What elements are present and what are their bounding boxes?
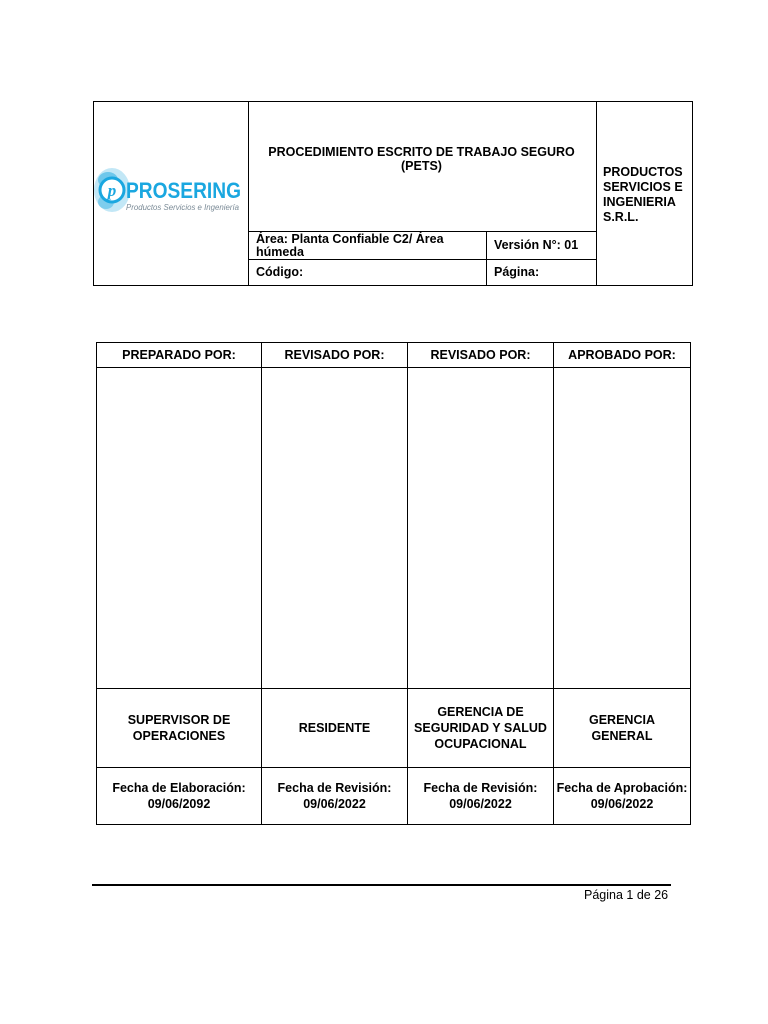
company-line: INGENIERIA bbox=[603, 195, 676, 209]
signature-box bbox=[97, 368, 261, 688]
date-cell bbox=[554, 768, 690, 824]
area-line-1: Área: Planta Confiable C2/ Área bbox=[256, 232, 444, 246]
title-line-1: PROCEDIMIENTO ESCRITO DE TRABAJO SEGURO bbox=[268, 145, 575, 159]
company-line: SERVICIOS E bbox=[603, 180, 683, 194]
role-cell bbox=[97, 689, 261, 767]
date-label: Fecha de Aprobación: bbox=[556, 781, 688, 795]
role-line: GERENCIA bbox=[589, 713, 655, 727]
svg-text:p: p bbox=[107, 181, 117, 200]
role-line: RESIDENTE bbox=[298, 721, 371, 735]
page-number: Página 1 de 26 bbox=[584, 888, 669, 902]
role-cell bbox=[262, 689, 407, 767]
date-value: 09/06/2092 bbox=[147, 797, 211, 811]
area-line-2: húmeda bbox=[256, 245, 304, 259]
signature-box bbox=[554, 368, 690, 688]
prosering-logo bbox=[94, 150, 246, 230]
company-line: PRODUCTOS bbox=[603, 165, 683, 179]
approval-table bbox=[96, 342, 691, 825]
header-reviewed-by: REVISADO POR: bbox=[430, 348, 531, 362]
header-approved-by: APROBADO POR: bbox=[568, 348, 676, 362]
role-line: SUPERVISOR DE bbox=[127, 713, 231, 727]
code-field: Código: bbox=[256, 265, 304, 279]
date-cell bbox=[262, 768, 407, 824]
role-cell bbox=[408, 689, 553, 767]
title-line-2: (PETS) bbox=[401, 159, 442, 173]
date-value: 09/06/2022 bbox=[303, 797, 366, 811]
logo-tagline: Productos Servicios e Ingeniería bbox=[126, 203, 240, 212]
company-line: S.R.L. bbox=[603, 210, 639, 224]
role-cell bbox=[554, 689, 690, 767]
role-line: GENERAL bbox=[591, 729, 653, 743]
role-line: GERENCIA DE bbox=[437, 705, 524, 719]
signature-box bbox=[408, 368, 553, 688]
footer-divider bbox=[92, 884, 671, 886]
date-label: Fecha de Revisión: bbox=[423, 781, 538, 795]
signature-box bbox=[262, 368, 407, 688]
role-line: OCUPACIONAL bbox=[434, 737, 527, 751]
date-value: 09/06/2022 bbox=[590, 797, 654, 811]
header-reviewed-by: REVISADO POR: bbox=[284, 348, 385, 362]
role-line: OPERACIONES bbox=[132, 729, 226, 743]
date-cell bbox=[408, 768, 553, 824]
company-name bbox=[596, 102, 692, 285]
document-title bbox=[248, 102, 595, 231]
page-field: Página: bbox=[486, 260, 596, 285]
role-line: SEGURIDAD Y SALUD bbox=[414, 721, 547, 735]
date-label: Fecha de Elaboración: bbox=[112, 781, 246, 795]
document-header-table bbox=[93, 101, 693, 286]
area-field bbox=[248, 231, 486, 260]
date-label: Fecha de Revisión: bbox=[277, 781, 392, 795]
header-prepared-by: PREPARADO POR: bbox=[122, 348, 236, 362]
date-value: 09/06/2022 bbox=[449, 797, 512, 811]
logo-text: PROSERING bbox=[126, 178, 241, 203]
version-field: Versión N°: 01 bbox=[486, 231, 596, 260]
date-cell bbox=[97, 768, 261, 824]
logo-cell bbox=[94, 102, 249, 285]
